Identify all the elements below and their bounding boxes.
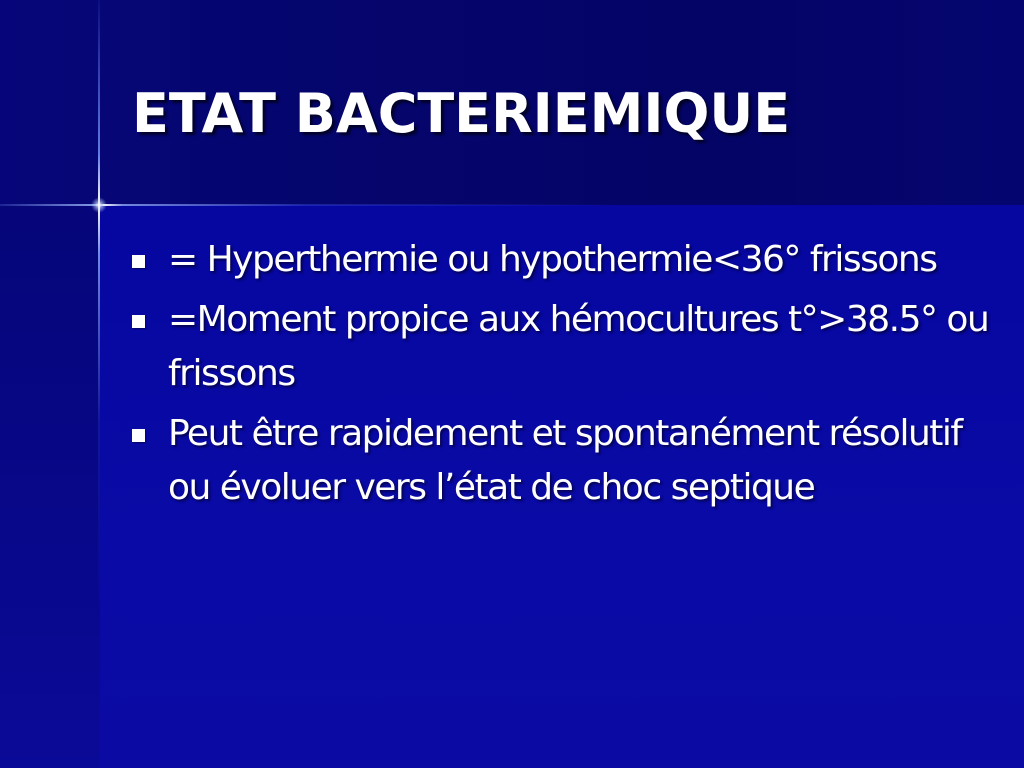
square-bullet-icon xyxy=(132,429,145,442)
bullet-text: Peut être rapidement et spontanément résolutif ou évoluer vers l’état de choc septique xyxy=(168,413,962,508)
sparkle-icon xyxy=(91,197,107,213)
square-bullet-icon xyxy=(132,315,145,328)
bullet-text: = Hyperthermie ou hypothermie<36° frissons xyxy=(168,239,937,280)
bullet-text: =Moment propice aux hémocultures t°>38.5° ou frissons xyxy=(168,299,989,394)
bullet-item xyxy=(130,293,990,401)
bullet-item xyxy=(130,233,990,287)
horizontal-accent-line xyxy=(0,204,1024,206)
vertical-accent-line xyxy=(98,0,100,768)
slide-title: ETAT BACTERIEMIQUE xyxy=(132,82,791,145)
square-bullet-icon xyxy=(132,255,145,268)
bullet-list xyxy=(130,233,990,521)
bullet-item xyxy=(130,407,990,515)
